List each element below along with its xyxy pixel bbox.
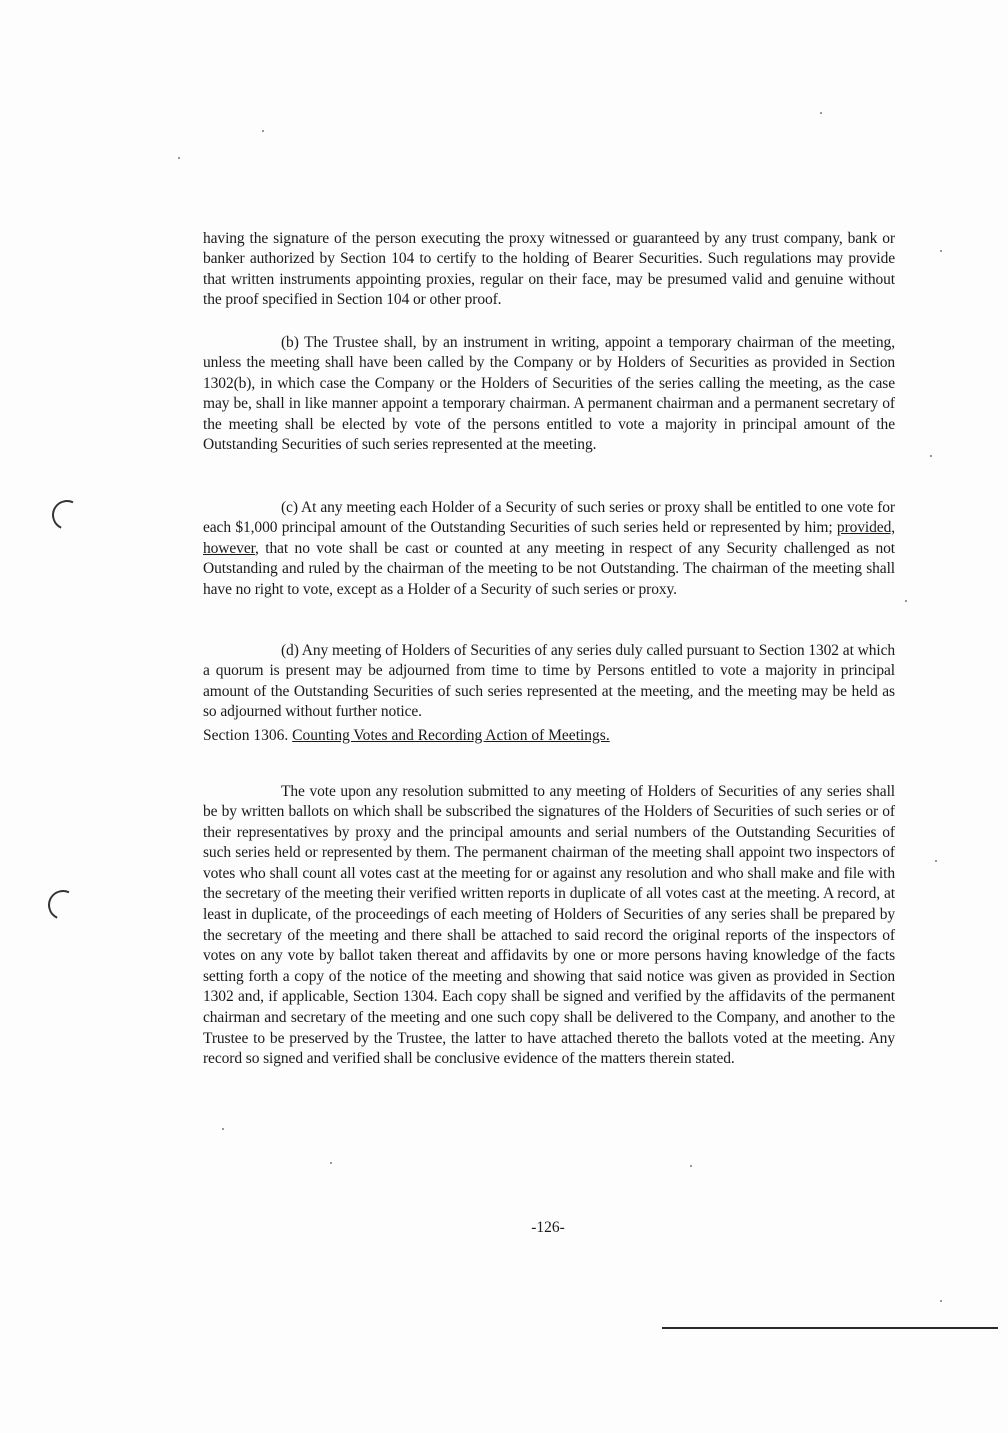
scan-speck [940,1300,942,1302]
footer-rule [662,1327,998,1329]
scan-speck [935,860,937,862]
scan-speck [222,1128,224,1130]
paragraph-b-temporary-chairman: (b) The Trustee shall, by an instrument in writing, appoint a temporary chairman of the meeting, unless the meeting shall have been called by the Company or by Holders of Securities as provided in Section 1302(b), in which case the Company or the Holders of Securities of the series calling the meeting, as the case may be, shall in like manner appoint a temporary chairman. A permanent chairman and a permanent secretary of the meeting shall be elected by vote of the persons entitled to vote a majority in principal amount of the Outstanding Securities of such series represented at the meeting. [203,333,895,454]
paragraph-proxy-regulations: having the signature of the person executing the proxy witnessed or guaranteed by any trust company, bank or banker authorized by Section 104 to certify to the holding of Bearer Securities. Such regulations may provide that written instruments appointing proxies, regular on their face, may be presumed valid and genuine without the proof specified in Section 104 or other proof. [203,229,895,309]
scan-speck [905,600,907,602]
scan-speck [330,1162,332,1164]
section-heading [203,726,610,746]
punch-hole-mark [44,886,82,924]
scan-speck [930,455,932,457]
paragraph-vote-counting: The vote upon any resolution submitted to any meeting of Holders of Securities of any series shall be by written ballots on which shall be subscribed the signatures of the Holders of Securities of such series or of their representatives by proxy and the principal amounts and serial numbers of the Outstanding Securities of such series held or represented by them. The permanent chairman of the meeting shall appoint two inspectors of votes who shall count all votes cast at the meeting for or against any resolution and who shall make and file with the secretary of the meeting their verified written reports in duplicate of all votes cast at the meeting. A record, at least in duplicate, of the proceedings of each meeting of Holders of Securities of any series shall be prepared by the secretary of the meeting and there shall be attached to said record the original reports of the inspectors of votes on any vote by ballot taken thereat and affidavits by one or more persons having knowledge of the facts setting forth a copy of the notice of the meeting and showing that said notice was given as provided in Section 1302 and, if applicable, Section 1304. Each copy shall be signed and verified by the affidavits of the permanent chairman and secretary of the meeting and one such copy shall be delivered to the Company, and another to the Trustee to be preserved by the Trustee, the latter to have attached thereto the ballots voted at the meeting. Any record so signed and verified shall be conclusive evidence of the matters therein stated. [203,782,895,1068]
paragraph-c-voting-rights [203,498,895,601]
paragraph-d-adjournment: (d) Any meeting of Holders of Securities of any series duly called pursuant to Section 1302 at which a quorum is present may be adjourned from time to time by Persons entitled to vote a majority in principal amount of the Outstanding Securities of such series represented at the meeting, and the meeting may be held as so adjourned without further notice. [203,641,895,721]
scan-speck [262,130,264,132]
scan-speck [820,112,822,114]
scan-speck [178,157,180,159]
scan-speck [690,1165,692,1167]
section-number: Section 1306. [203,727,289,744]
paragraph-c-text-start: (c) At any meeting each Holder of a Security of such series or proxy shall be entitled to one vote for each $1,000 principal amount of the Outstanding Securities of such series held or represented by him; [203,498,895,537]
provided-however-term: provided, however [203,519,895,557]
scan-speck [940,250,942,252]
paragraph-c-text-end: , that no vote shall be cast or counted at any meeting in respect of any Security challenged as not Outstanding and ruled by the chairman of the meeting to be not Outstanding. The chairman of the meeting shall have no right to vote, except as a Holder of a Security of such series or proxy. [203,539,895,598]
punch-hole-mark [48,496,86,534]
section-title: Counting Votes and Recording Action of Meetings. [292,727,610,744]
page-number: -126- [531,1219,565,1236]
